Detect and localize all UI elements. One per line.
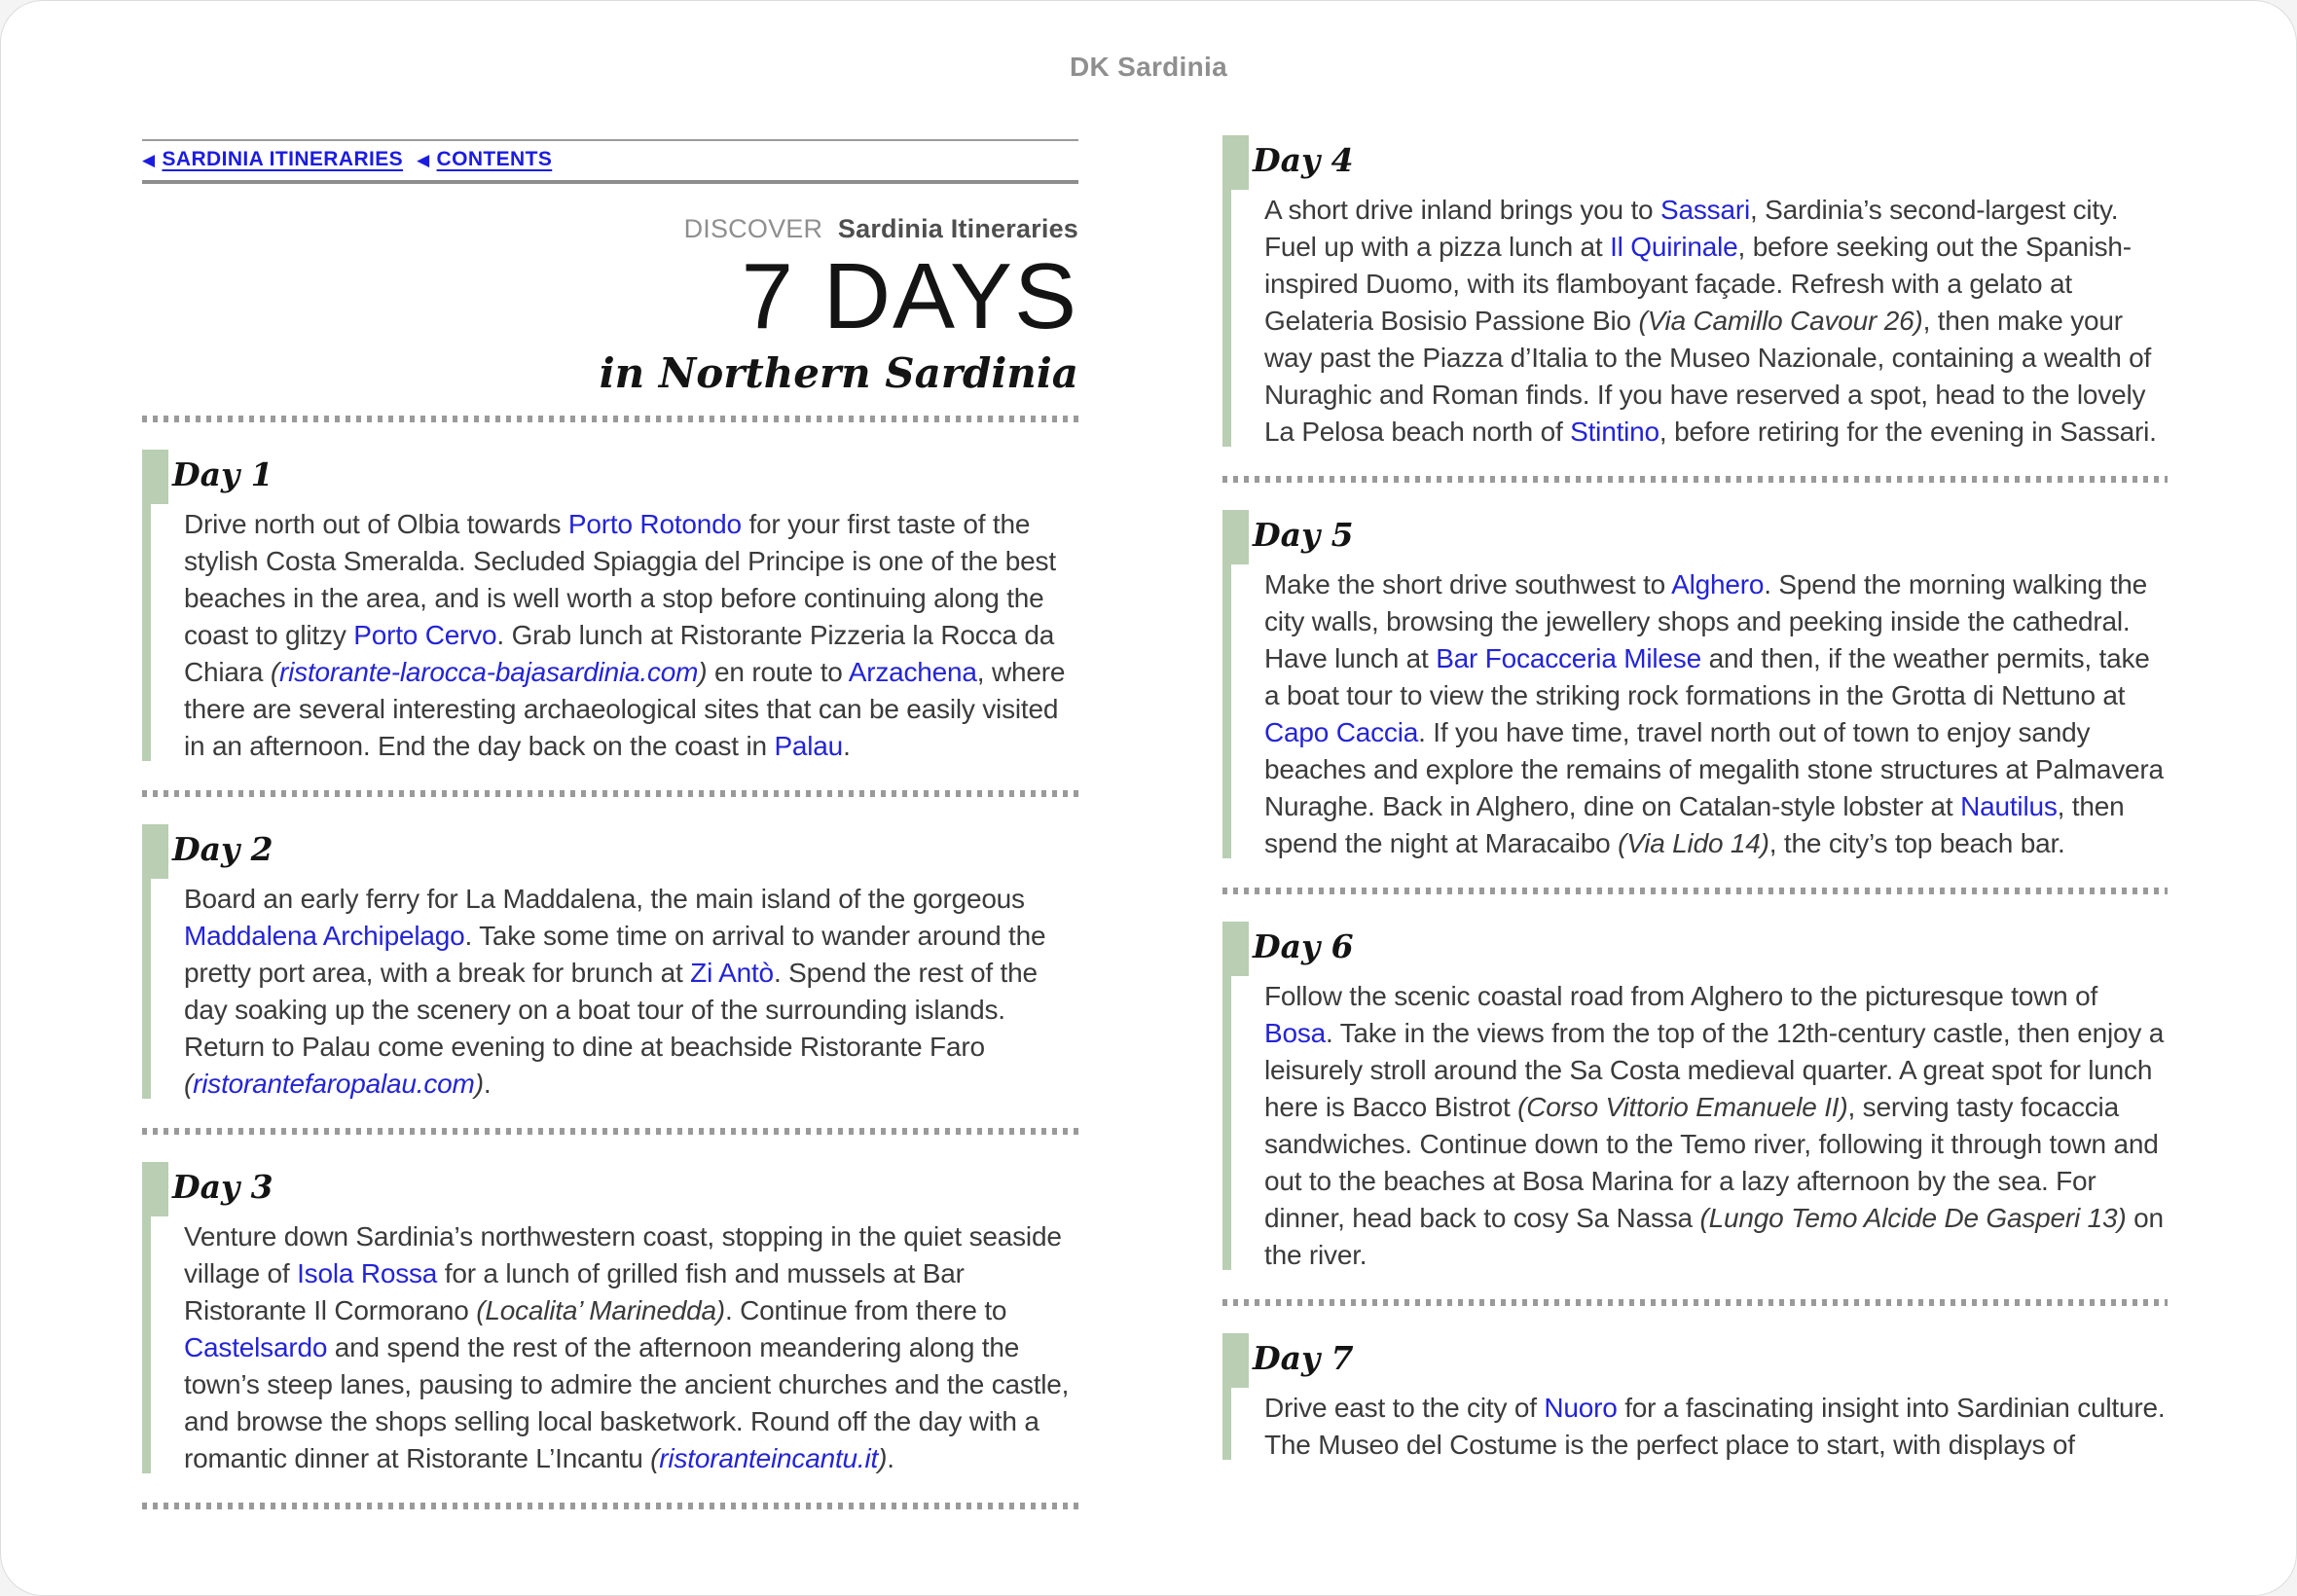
inline-link[interactable]: Maddalena Archipelago (184, 921, 465, 951)
two-column-layout (1, 1, 2296, 1535)
day-paragraph (1264, 192, 2168, 451)
day-heading: Day 6 (1253, 927, 1354, 965)
day-heading: Day 1 (172, 455, 273, 493)
text-segment: . Continue from there to (724, 1295, 1007, 1325)
day-accent-rule (142, 504, 151, 761)
day-heading: Day 5 (1253, 516, 1354, 554)
dotted-divider (142, 1128, 1078, 1135)
day-accent-tab (1222, 922, 1249, 976)
text-segment: , serving tasty focaccia sandwiches. Continue down to the Temo river, following it through town and out to the beaches at Bosa Marina for a lazy afternoon by the sea. For dinner, head back to cosy Sa Nassa (1264, 1092, 2159, 1233)
text-segment: (Via Camillo Cavour 26) (1638, 306, 1923, 336)
dotted-divider (1222, 1299, 2168, 1306)
inline-link[interactable]: Arzachena (848, 657, 977, 687)
day-accent-tab (1222, 135, 1249, 190)
day-paragraph (1264, 1390, 2168, 1464)
day-section-1 (142, 448, 1078, 765)
text-segment: , Sardinia’s second-largest city. Fuel up with a pizza lunch at (1264, 195, 2119, 262)
day-section-7 (1222, 1331, 2168, 1464)
inline-link[interactable]: Zi Antò (690, 958, 774, 988)
page-title: DK Sardinia (1069, 52, 1227, 82)
eyebrow-prefix: DISCOVER (683, 214, 823, 243)
day-paragraph (184, 506, 1078, 765)
text-segment: , where there are several interesting archaeological sites that can be easily visited in an afternoon. End the day back on the coast in (184, 657, 1066, 761)
masthead (142, 213, 1078, 400)
day-section-6 (1222, 920, 2168, 1274)
text-segment: . (887, 1443, 894, 1473)
text-segment: Follow the scenic coastal road from Alghero to the picturesque town of (1264, 981, 2098, 1011)
nav-link-label: CONTENTS (436, 148, 553, 170)
text-segment: . Take in the views from the top of the 12th-century castle, then enjoy a leisurely stroll around the Sa Costa medieval quarter. A great spot for lunch here is Bacco Bistrot (1264, 1018, 2165, 1122)
left-triangle-icon: ◀ (142, 150, 156, 169)
inline-link[interactable]: ristorantefaropalau.com (193, 1069, 475, 1099)
text-segment: for a lunch of grilled fish and mussels at Bar Ristorante Il Cormorano (184, 1258, 965, 1325)
text-segment: for a fascinating insight into Sardinian culture. The Museo del Costume is the perfect place to start, with displays of (1264, 1393, 2166, 1460)
text-segment: . (843, 731, 851, 761)
inline-link[interactable]: Nuoro (1544, 1393, 1618, 1423)
chapter-title: 7 DAYS (741, 244, 1078, 348)
text-segment: en route to (707, 657, 849, 687)
text-segment: . If you have time, travel north out of town to enjoy sandy beaches and explore the remains of megalith stone structures at Palmavera Nuraghe. Back in Alghero, dine on Catalan-style lobster at (1264, 717, 2164, 821)
text-segment: , before retiring for the evening in Sassari. (1659, 417, 2157, 447)
inline-link[interactable]: Nautilus (1960, 791, 2058, 821)
text-segment: , then spend the night at Maracaibo (1264, 791, 2125, 858)
inline-link[interactable]: Capo Caccia (1264, 717, 1419, 747)
text-segment: . (483, 1069, 492, 1099)
inline-link[interactable]: Isola Rossa (297, 1258, 438, 1288)
text-segment: and spend the rest of the afternoon meandering along the town’s steep lanes, pausing to admire the ancient churches and the castle, and browse the shops selling local basketwork. Round off the day with a romantic dinner at Ristorante L’Incantu (184, 1332, 1070, 1473)
inline-link[interactable]: ristoranteincantu.it (659, 1443, 879, 1473)
text-segment: . Take some time on arrival to wander around the pretty port area, with a break for brunch at (184, 921, 1046, 988)
day-accent-tab (1222, 1333, 1249, 1388)
day-heading: Day 2 (172, 830, 273, 868)
day-paragraph (184, 881, 1078, 1103)
text-segment: and then, if the weather permits, take a boat tour to view the striking rock formations in the Grotta di Nettuno at (1264, 643, 2150, 710)
day-accent-tab (1222, 510, 1249, 564)
text-segment: , before seeking out the Spanish-inspired Duomo, with its flamboyant façade. Refresh with a gelato at Gelateria Bosisio Passione Bio (1264, 232, 2132, 336)
text-segment: ( (184, 1069, 194, 1099)
inline-link[interactable]: Stintino (1570, 417, 1659, 447)
day-accent-rule (1222, 976, 1231, 1270)
section-eyebrow (142, 213, 1078, 244)
day-accent-tab (142, 1162, 168, 1216)
day-accent-rule (142, 879, 151, 1099)
day-accent-rule (1222, 190, 1231, 447)
day-section-5 (1222, 508, 2168, 862)
text-segment: (Via Lido 14) (1618, 828, 1769, 858)
day-paragraph (184, 1218, 1078, 1477)
nav-link-contents[interactable] (417, 148, 552, 171)
dotted-divider (1222, 888, 2168, 894)
text-segment: , then make your way past the Piazza d’Italia to the Museo Nazionale, containing a wealth of Nuraghic and Roman finds. If you have reserved a spot, head to the lovely La Pelosa beach north of (1264, 306, 2152, 447)
text-segment: A short drive inland brings you to (1264, 195, 1661, 225)
dotted-divider (142, 790, 1078, 797)
text-segment: Drive east to the city of (1264, 1393, 1545, 1423)
nav-link-sardinia-itineraries[interactable] (142, 148, 403, 171)
day-section-3 (142, 1160, 1078, 1477)
day-paragraph (1264, 978, 2168, 1274)
text-segment: ( (650, 1443, 660, 1473)
day-paragraph (1264, 566, 2168, 862)
text-segment: ( (270, 657, 279, 687)
day-accent-rule (1222, 564, 1231, 858)
inline-link[interactable]: Palau (774, 731, 844, 761)
text-segment: (Localita’ Marinedda) (476, 1295, 725, 1325)
text-segment: Venture down Sardinia’s northwestern coast, stopping in the quiet seaside village of (184, 1221, 1062, 1288)
day-section-2 (142, 822, 1078, 1103)
nav-link-label: SARDINIA ITINERARIES (162, 148, 404, 170)
inline-link[interactable]: Porto Cervo (353, 620, 497, 650)
inline-link[interactable]: Castelsardo (184, 1332, 328, 1362)
day-accent-tab (142, 450, 168, 504)
day-accent-rule (142, 1216, 151, 1473)
dotted-divider (142, 416, 1078, 422)
inline-link[interactable]: Porto Rotondo (567, 509, 742, 539)
day-accent-tab (142, 824, 168, 879)
text-segment: (Corso Vittorio Emanuele II) (1517, 1092, 1848, 1122)
inline-link[interactable]: Bosa (1264, 1018, 1327, 1048)
text-segment: Board an early ferry for La Maddalena, the main island of the gorgeous (184, 884, 1025, 914)
text-segment: ) (878, 1443, 888, 1473)
day-heading: Day 3 (172, 1168, 273, 1206)
text-segment: ) (698, 657, 708, 687)
text-segment: for your first taste of the stylish Costa Smeralda. Secluded Spiaggia del Principe is one of the best beaches in the area, and is well worth a stop before continuing along the coast to glitzy (184, 509, 1056, 650)
chapter-subtitle: in Northern Sardinia (599, 349, 1078, 397)
left-triangle-icon: ◀ (417, 150, 430, 169)
breadcrumb-navbar (142, 139, 1078, 184)
text-segment: . Grab lunch at Ristorante Pizzeria la Rocca da Chiara (184, 620, 1055, 687)
text-segment: (Lungo Temo Alcide De Gasperi 13) (1699, 1203, 2127, 1233)
inline-link[interactable]: Il Quirinale (1610, 232, 1738, 262)
inline-link[interactable]: ristorante-larocca-bajasardinia.com (279, 657, 699, 687)
day-section-4 (1222, 133, 2168, 451)
inline-link[interactable]: Sassari (1660, 195, 1750, 225)
text-segment: ) (474, 1069, 484, 1099)
day-accent-rule (1222, 1388, 1231, 1460)
dotted-divider (142, 1503, 1078, 1509)
left-column (142, 1, 1078, 1535)
text-segment: Make the short drive southwest to (1264, 569, 1672, 599)
inline-link[interactable]: Bar Focacceria Milese (1436, 643, 1701, 673)
day-heading: Day 4 (1253, 141, 1354, 179)
text-segment: . Spend the morning walking the city walls, browsing the jewellery shops and peeking inside the cathedral. Have lunch at (1264, 569, 2148, 673)
right-column (1222, 1, 2168, 1535)
dotted-divider (1222, 476, 2168, 483)
text-segment: , the city’s top beach bar. (1768, 828, 2065, 858)
inline-link[interactable]: Alghero (1671, 569, 1765, 599)
text-segment: on the river. (1264, 1203, 2164, 1270)
eyebrow-title: Sardinia Itineraries (837, 214, 1078, 243)
text-segment: Drive north out of Olbia towards (184, 509, 568, 539)
text-segment: . Spend the rest of the day soaking up the scenery on a boat tour of the surrounding islands. Return to Palau come evening to dine at beachside Ristorante Faro (184, 958, 1038, 1062)
day-heading: Day 7 (1253, 1339, 1354, 1377)
